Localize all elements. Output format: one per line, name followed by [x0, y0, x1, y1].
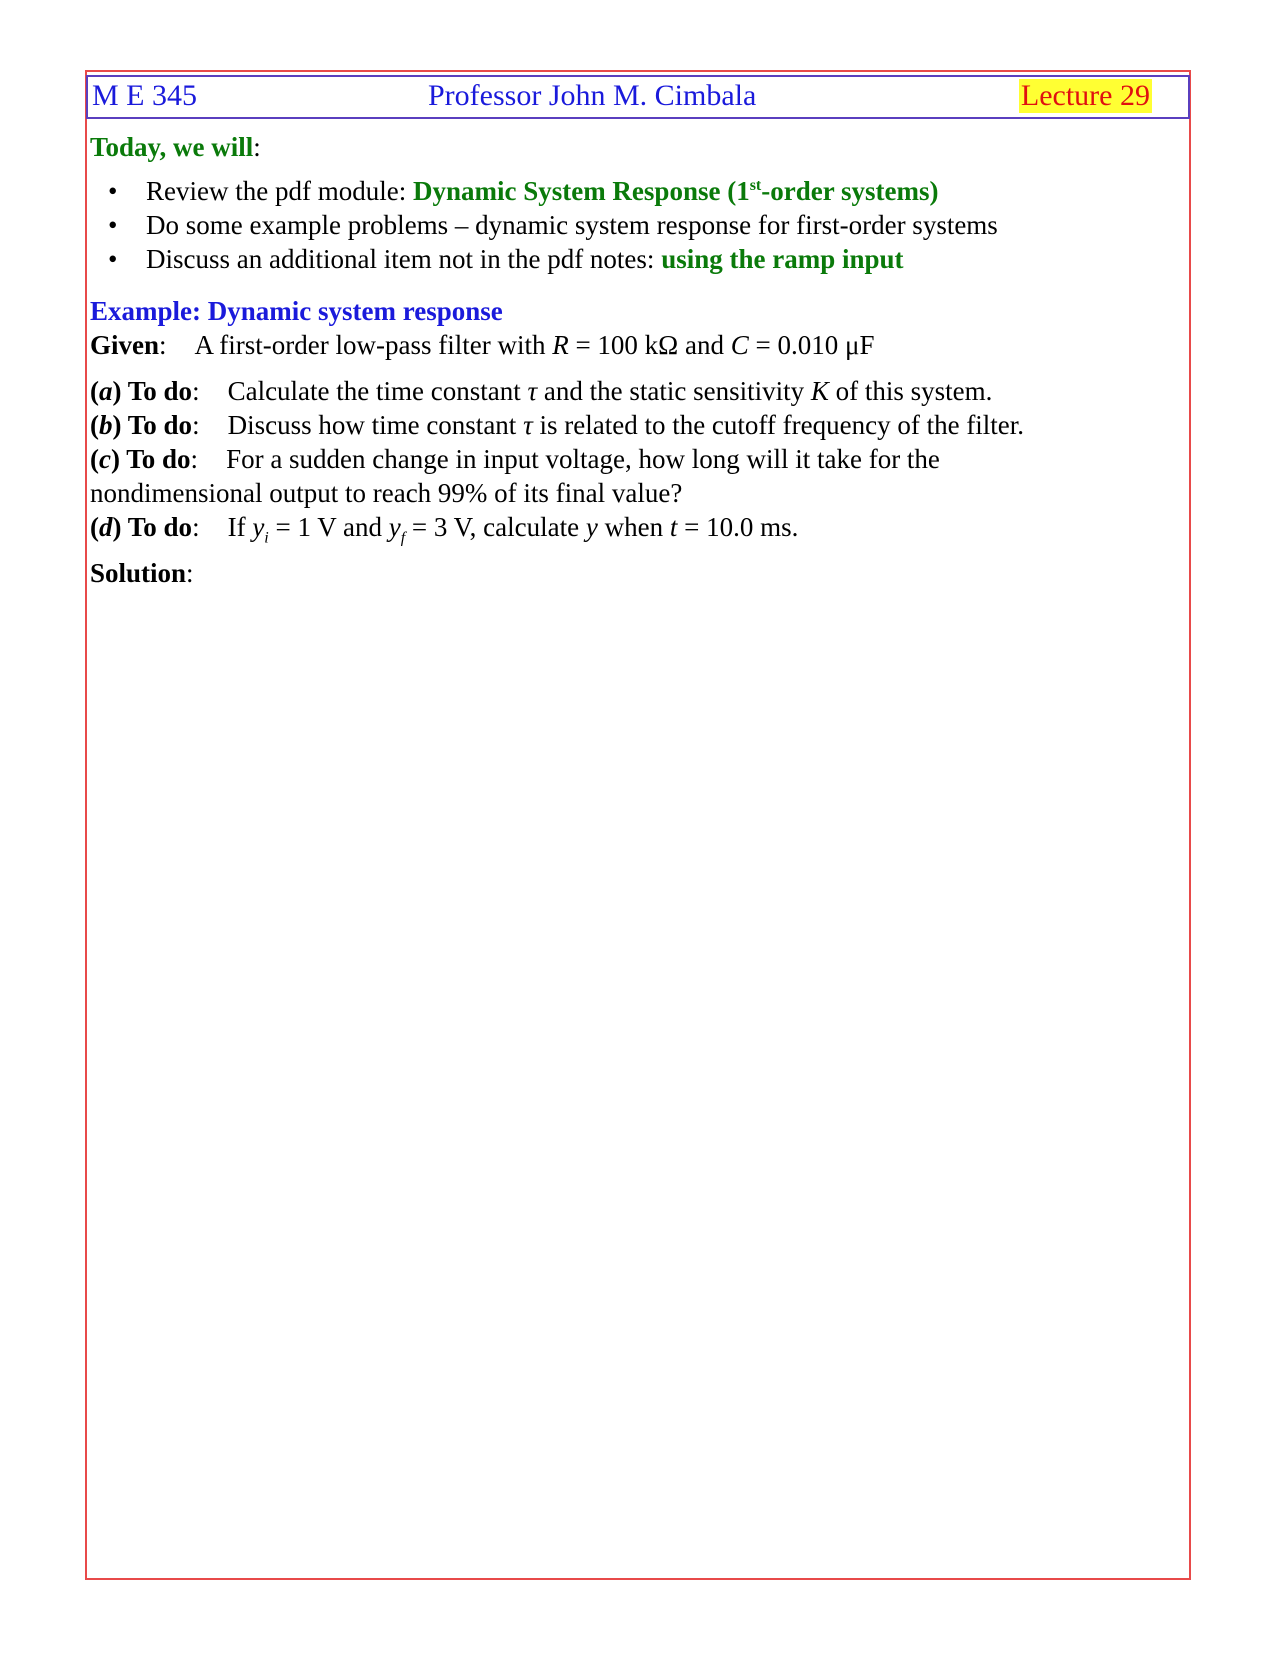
bullet-icon: •	[108, 176, 118, 206]
lecture-number: Lecture 29	[1020, 79, 1150, 112]
course-code: M E 345	[92, 79, 197, 112]
professor-name: Professor John M. Cimbala	[428, 79, 757, 112]
list-item: • Do some example problems – dynamic system response for first-order systems	[108, 210, 998, 240]
bullet-icon: •	[108, 244, 118, 274]
page-content	[90, 130, 1180, 590]
bullet-icon: •	[108, 210, 118, 240]
todo-list	[90, 374, 1180, 547]
agenda-list	[90, 174, 1180, 276]
todo-a: (a) To do: Calculate the time constant τ and the static sensitivity K of this system.	[90, 376, 993, 406]
todo-c: (c) To do: For a sudden change in input voltage, how long will it take for the nondimensional output to reach 99% of its final value?	[90, 444, 940, 508]
example-title: Example: Dynamic system response	[90, 296, 503, 326]
today-heading: Today, we will:	[90, 132, 261, 162]
list-item: • Review the pdf module: Dynamic System Response (1st-order systems)	[108, 176, 939, 206]
todo-d: (d) To do: If $y_i = 1$ V and $y_f = 3$ V, calculate y when t = 10.0 ms.	[90, 512, 799, 547]
todo-b: (b) To do: Discuss how time constant τ is related to the cutoff frequency of the filter.	[90, 410, 1025, 440]
list-item: • Discuss an additional item not in the pdf notes: using the ramp input	[108, 244, 904, 274]
lecture-header	[86, 75, 1190, 119]
solution-label: Solution:	[90, 558, 194, 588]
given-statement: Given: A first-order low-pass filter with R = 100 kΩ and C = 0.010 μF	[90, 330, 875, 360]
